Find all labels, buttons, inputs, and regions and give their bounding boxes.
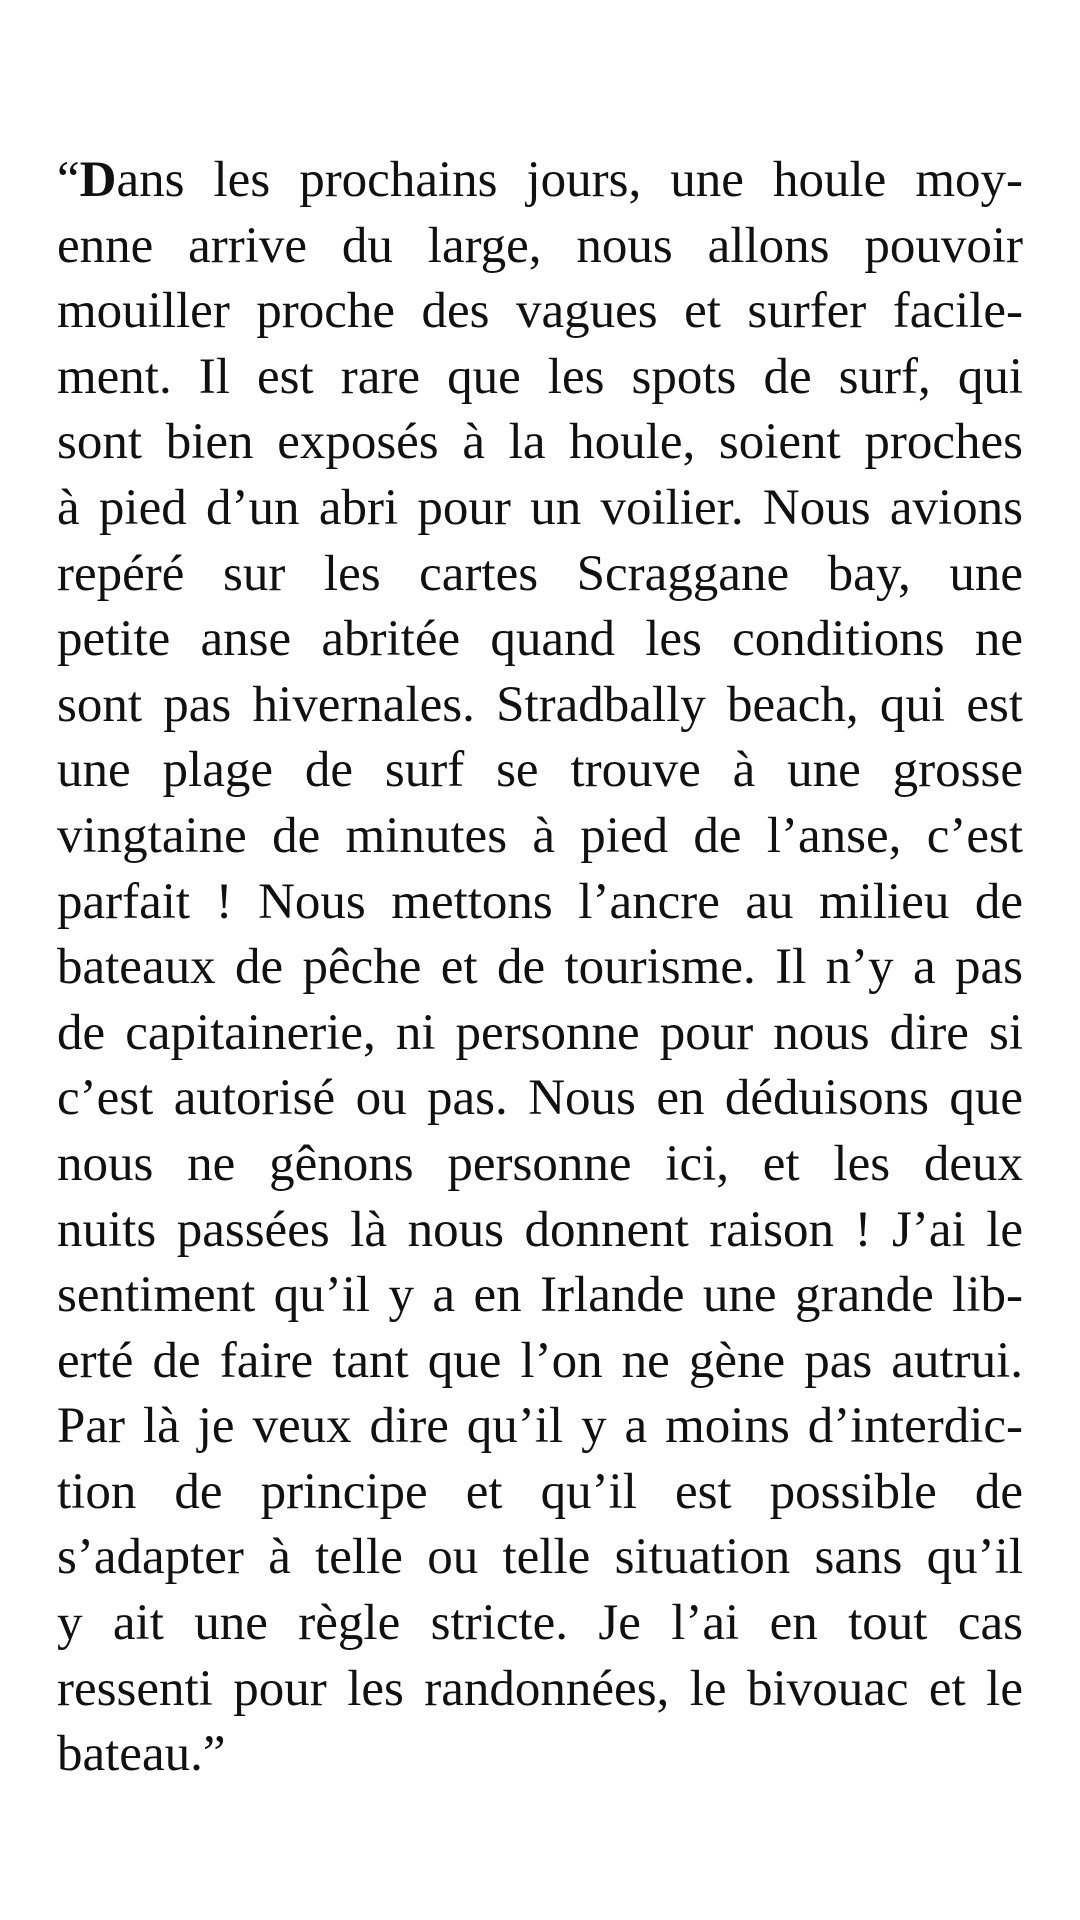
text-line-12: parfait ! Nous mettons l’ancre au milieu de xyxy=(57,873,1023,930)
text-line-15: c’est autorisé ou pas. Nous en déduisons que xyxy=(57,1070,1023,1127)
text-line-1-rest: ans les prochains jours, une houle moy- xyxy=(116,152,1023,208)
text-line-22: s’adapter à telle ou telle situation sans qu’il xyxy=(57,1529,1023,1586)
text-line-20: Par là je veux dire qu’il y a moins d’interdic- xyxy=(57,1398,1023,1455)
text-line-9: sont pas hivernales. Stradbally beach, qui est xyxy=(57,676,1023,733)
text-line-24: ressenti pour les randonnées, le bivouac et le xyxy=(57,1660,1023,1717)
text-line-18: sentiment qu’il y a en Irlande une grande lib- xyxy=(57,1267,1023,1324)
text-line-17: nuits passées là nous donnent raison ! J’ai le xyxy=(57,1201,1023,1258)
opening-quote-mark: “ xyxy=(57,152,80,208)
text-line-7: repéré sur les cartes Scraggane bay, une xyxy=(57,545,1023,602)
text-line-14: de capitainerie, ni personne pour nous dire si xyxy=(57,1004,1023,1061)
text-line-16: nous ne gênons personne ici, et les deux xyxy=(57,1135,1023,1192)
text-line-13: bateaux de pêche et de tourisme. Il n’y a pas xyxy=(57,939,1023,996)
drop-cap-letter: D xyxy=(79,152,117,208)
text-line-4: ment. Il est rare que les spots de surf, qui xyxy=(57,348,1023,405)
text-line-10: une plage de surf se trouve à une grosse xyxy=(57,742,1023,799)
text-line-21: tion de principe et qu’il est possible de xyxy=(57,1463,1023,1520)
text-line-8: petite anse abritée quand les conditions ne xyxy=(57,611,1023,668)
text-line-23: y ait une règle stricte. Je l’ai en tout cas xyxy=(57,1595,1023,1652)
text-line-25: bateau.” xyxy=(57,1726,226,1783)
text-line-5: sont bien exposés à la houle, soient proches xyxy=(57,414,1023,471)
text-line-6: à pied d’un abri pour un voilier. Nous avions xyxy=(57,479,1023,536)
text-line-1 xyxy=(57,148,1023,214)
text-line-19: erté de faire tant que l’on ne gène pas autrui. xyxy=(57,1332,1023,1389)
quote-paragraph xyxy=(57,148,1023,1788)
text-line-2: enne arrive du large, nous allons pouvoir xyxy=(57,217,1023,274)
text-line-11: vingtaine de minutes à pied de l’anse, c’est xyxy=(57,807,1023,864)
text-line-3: mouiller proche des vagues et surfer facile- xyxy=(57,283,1023,340)
